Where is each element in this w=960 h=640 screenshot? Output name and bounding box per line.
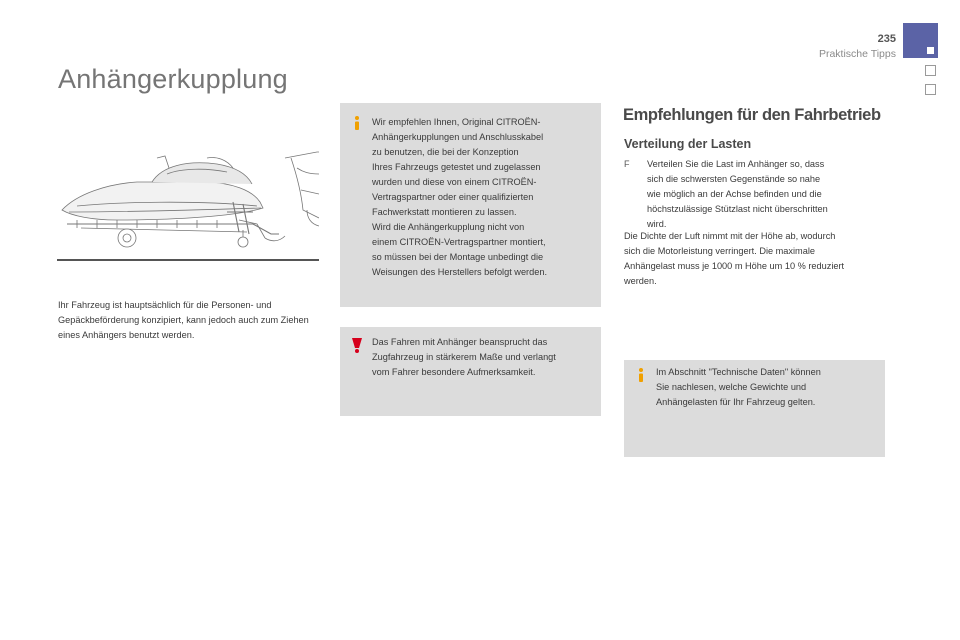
- warning-line: vom Fahrer besondere Aufmerksamkeit.: [372, 367, 536, 377]
- info-icon: [633, 367, 649, 383]
- info-line: Sie nachlesen, welche Gewichte und: [656, 382, 807, 392]
- section-name: Praktische Tipps: [818, 48, 896, 60]
- paragraph-line: Anhängelast muss je 1000 m Höhe um 10 % reduziert: [624, 261, 845, 271]
- info-line: Weisungen des Herstellers befolgt werden.: [372, 267, 547, 277]
- trailer-illustration: [57, 150, 319, 265]
- intro-paragraph: Ihr Fahrzeug ist hauptsächlich für die Personen- und Gepäckbeförderung konzipiert, kann jedoch auch zum Ziehen eines Anhängers benutzt werden.: [58, 300, 309, 340]
- warning-box-towing-load: [340, 327, 601, 416]
- bullet-line: Verteilen Sie die Last im Anhänger so, dass: [647, 159, 825, 169]
- info-line: zu benutzen, die bei der Konzeption: [372, 147, 519, 157]
- page-title: Anhängerkupplung: [58, 64, 288, 94]
- paragraph-line: werden.: [624, 276, 657, 286]
- info-box-original-parts: [340, 103, 601, 307]
- info-line: Wir empfehlen Ihnen, Original CITROËN-: [372, 117, 541, 127]
- section-heading: Empfehlungen für den Fahrbetrieb: [623, 106, 881, 124]
- info-icon: [349, 115, 365, 131]
- bullet-line: wird.: [647, 219, 667, 229]
- info-box-technical-data: [624, 360, 885, 457]
- info-line: wurden und diese von einem CITROËN-: [372, 177, 537, 187]
- info-line: Im Abschnitt "Technische Daten" können: [656, 367, 821, 377]
- chapter-tab-box: [925, 84, 936, 95]
- bullet-line: wie möglich an der Achse befinden und die: [647, 189, 822, 199]
- info-line: Anhängerkupplungen und Anschlusskabel: [372, 132, 544, 142]
- bullet-line: sich die schwersten Gegenstände so nahe: [647, 174, 821, 184]
- chapter-tab-box: [925, 65, 936, 76]
- subsection-heading: Verteilung der Lasten: [624, 137, 752, 151]
- page-number: 235: [877, 33, 896, 45]
- warning-line: Zugfahrzeug in stärkerem Maße und verlangt: [372, 352, 556, 362]
- paragraph-line: sich die Motorleistung verringert. Die maximale: [624, 246, 815, 256]
- warning-line: Das Fahren mit Anhänger beansprucht das: [372, 337, 548, 347]
- bullet-marker: F: [624, 159, 630, 169]
- info-line: einem CITROËN-Vertragspartner montiert,: [372, 237, 546, 247]
- altitude-paragraph: [624, 229, 886, 289]
- info-line: Anhängelasten für Ihr Fahrzeug gelten.: [656, 397, 816, 407]
- info-line: Ihres Fahrzeugs getestet und zugelassen: [372, 162, 541, 172]
- info-line: Wird die Anhängerkupplung nicht von: [372, 222, 525, 232]
- info-line: so müssen bei der Montage unbedingt die: [372, 252, 544, 262]
- paragraph-line: Die Dichte der Luft nimmt mit der Höhe ab, wodurch: [624, 231, 836, 241]
- info-line: Fachwerkstatt montieren zu lassen.: [372, 207, 517, 217]
- info-line: Vertragspartner oder einer qualifizierten: [372, 192, 534, 202]
- chapter-tab: [903, 23, 938, 58]
- warning-icon: [349, 337, 365, 353]
- bullet-line: höchstzulässige Stützlast nicht überschritten: [647, 204, 828, 214]
